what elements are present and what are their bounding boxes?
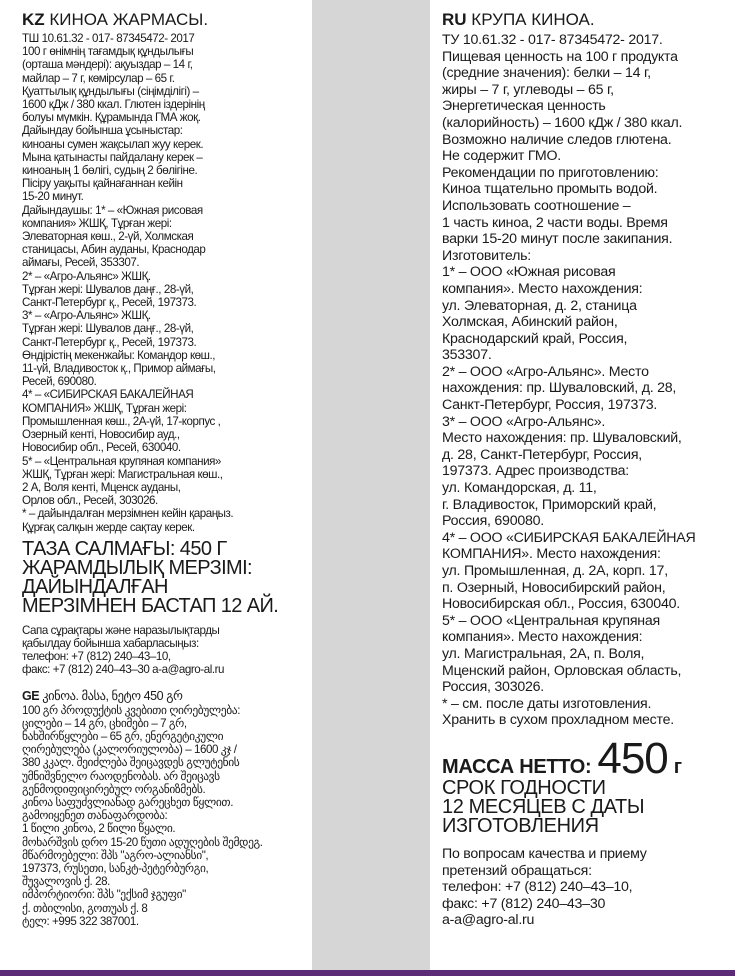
text-line: შუვალოვის ქ. 28. — [22, 875, 110, 889]
text-line: телефон: +7 (812) 240–43–10, — [442, 879, 633, 896]
text-line: компания». Место нахождения: — [442, 280, 643, 297]
text-line: 15-20 минут. — [22, 190, 84, 204]
text-line: უმნიშვნელო რაოდენობას. არ შეიცავს — [22, 769, 220, 783]
text-line: ТШ 10.61.32 - 017- 87345472- 2017 — [22, 32, 195, 45]
ge-body — [22, 704, 310, 928]
text-line: Россия, 303026. — [442, 679, 544, 696]
text-line: киноаны сумен жақсылап жуу керек. — [22, 137, 204, 151]
text-line: Изготовитель: — [442, 247, 531, 264]
text-line: телефон: +7 (812) 240–43–10, — [22, 650, 171, 664]
text-line: майлар – 7 г, көмірсулар – 65 г. — [22, 71, 175, 85]
text-line: * – см. после даты изготовления. — [442, 695, 652, 712]
ru-code: RU — [442, 10, 467, 29]
text-line: Санкт-Петербург қ., Ресей, 197373. — [22, 335, 197, 349]
text-line: 2 А, Воля кенті, Мценск ауданы, — [22, 480, 181, 494]
text-line: претензий обращаться: — [442, 862, 592, 879]
kz-contact — [22, 624, 310, 677]
text-line: 100 г өнімнің тағамдық құндылығы — [22, 45, 194, 59]
text-line: нахождения: пр. Шуваловский, д. 28, — [442, 380, 677, 397]
text-line: 5* – «Центральная крупяная компания» — [22, 454, 221, 468]
ge-header — [22, 689, 310, 704]
text-line: ღირებულება (კალორიულობა) – 1600 კჯ / — [22, 743, 237, 757]
text-line: მოხარშვის დრო 15-20 წუთი ადუღების შემდეგ. — [22, 835, 263, 849]
text-line: компания». Место нахождения: — [442, 629, 643, 646]
text-line: Новосибир обл., Ресей, 630040. — [22, 441, 181, 455]
kz-header — [22, 10, 310, 30]
text-line: a-a@agro-al.ru — [442, 912, 535, 929]
text-line: 100 გრ პროდუქტის კვებითი ღირებულება: — [22, 703, 241, 717]
text-line: 197373, რუსეთი, სანკტ-პეტერბურგი, — [22, 861, 209, 875]
text-line: Құрғақ салқын жерде сақтау керек. — [22, 520, 195, 534]
ru-netto-label: МАССА НЕТТО: — [442, 755, 592, 778]
ru-shelf-life — [442, 776, 724, 837]
text-line: 2* – ООО «Агро-Альянс». Место — [442, 363, 649, 380]
text-line: 5* – ООО «Центральная крупяная — [442, 612, 660, 629]
kz-column — [22, 10, 310, 928]
text-line: аймағы, Ресей, 353307. — [22, 256, 140, 270]
text-line: п. Озерный, Новосибирский район, — [442, 579, 666, 596]
ru-header — [442, 10, 724, 30]
text-line: კინოა საფუძვლიანად გარეცხეთ წყლით. — [22, 795, 234, 809]
text-line: ЖШҚ, Тұрған жері: Магистральная көш., — [22, 467, 223, 481]
text-line: КОМПАНИЯ» ЖШҚ, Тұрған жері: — [22, 401, 187, 415]
text-line: Қуаттылық құндылығы (сіңімділігі) – — [22, 84, 199, 98]
text-line: По вопросам качества и приему — [442, 845, 647, 862]
text-line: Сапа сұрақтары және наразылықтарды — [22, 623, 220, 637]
text-line: Пісіру уақыты қайнағаннан кейін — [22, 177, 183, 191]
text-line: (орташа мәндері): ақуыздар – 14 г, — [22, 58, 193, 72]
text-line: ИЗГОТОВЛЕНИЯ — [442, 814, 599, 837]
center-stripe — [312, 0, 430, 976]
text-line: Тұрған жері: Шувалов даңғ., 28-үй, — [22, 282, 194, 296]
text-line: Дайындаушы: 1* – «Южная рисовая — [22, 203, 203, 217]
text-line: 353307. — [442, 347, 492, 364]
text-line: ქ. თბილისი, გოთუას ქ. 8 — [22, 901, 148, 915]
bottom-accent-bar — [0, 970, 735, 976]
text-line: жиры – 7 г, углеводы – 65 г, — [442, 81, 614, 98]
text-line: станицасы, Абин ауданы, Краснодар — [22, 243, 206, 257]
text-line: ДАЙЫНДАЛҒАН — [22, 575, 168, 598]
kz-title: КИНОА ЖАРМАСЫ. — [49, 10, 209, 29]
text-line: ул. Элеваторная, д. 2, станица — [442, 297, 637, 314]
text-line: იმპორტიორი: შპს "ექსიმ ჯგუფი" — [22, 888, 186, 902]
text-line: 12 МЕСЯЦЕВ С ДАТЫ — [442, 795, 645, 818]
text-line: 4* – «СИБИРСКАЯ БАКАЛЕЙНАЯ — [22, 388, 194, 402]
text-line: Тұрған жері: Шувалов даңғ., 28-үй, — [22, 322, 194, 336]
text-line: Рекомендации по приготовлению: — [442, 164, 659, 181]
text-line: Өндірістің мекенжайы: Командор көш., — [22, 348, 215, 362]
text-line: ул. Промышленная, д. 2А, корп. 17, — [442, 563, 668, 579]
text-line: 1600 кДж / 380 ккал. Глютен іздерінің — [22, 98, 205, 112]
text-line: 1* – ООО «Южная рисовая — [442, 264, 616, 281]
kz-code: KZ — [22, 10, 45, 29]
text-line: Санкт-Петербург, Россия, 197373. — [442, 397, 658, 414]
text-line: გამოიყენეთ თანაფარდობა: — [22, 809, 168, 823]
text-line: Холмская, Абинский район, — [442, 314, 618, 331]
kz-body — [22, 32, 310, 534]
text-line: ტელ: +995 322 387001. — [22, 914, 139, 928]
kz-net-weight-block — [22, 537, 310, 617]
text-line: Использовать соотношение – — [442, 197, 631, 214]
text-line: * – дайындалған мерзімнен кейін қараңыз. — [22, 507, 234, 521]
text-line: МЕРЗІМНЕН БАСТАП 12 АЙ. — [22, 594, 279, 617]
text-line: (калорийность) – 1600 кДж / 380 ккал. — [442, 114, 683, 131]
text-line: Энергетическая ценность — [442, 98, 606, 115]
text-line: Киноа тщательно промыть водой. — [442, 181, 658, 198]
text-line: გენმოდიფიცირებულ ორგანიზმებს. — [22, 782, 206, 796]
text-line: Возможно наличие следов глютена. — [442, 131, 672, 148]
text-line: д. 28, Санкт-Петербург, Россия, — [442, 446, 642, 463]
ru-net-weight-block — [442, 733, 724, 837]
ru-netto-line — [442, 733, 724, 783]
text-line: 1 часть киноа, 2 части воды. Время — [442, 214, 668, 231]
ru-netto-unit: г — [673, 755, 682, 778]
text-line: ЖАРАМДЫЛЫҚ МЕРЗІМІ: — [22, 556, 253, 579]
text-line: 197373. Адрес производства: — [442, 463, 629, 480]
text-line: Мценский район, Орловская область, — [442, 662, 682, 679]
text-line: факс: +7 (812) 240–43–30 a-a@agro-al.ru — [22, 663, 225, 677]
text-line: ул. Командорская, д. 11, — [442, 480, 597, 497]
text-line: СРОК ГОДНОСТИ — [442, 776, 606, 799]
text-line: Ресей, 690080. — [22, 375, 97, 389]
text-line: 11-үй, Владивосток қ., Примор аймағы, — [22, 362, 216, 376]
text-line: (средние значения): белки – 14 г, — [442, 65, 651, 82]
text-line: 380 კკალ. შეიძლება შეიცავდეს გლუტენის — [22, 756, 240, 770]
text-line: Место нахождения: пр. Шуваловский, — [442, 430, 682, 447]
ru-netto-value: 450 — [597, 733, 668, 783]
text-line: ТУ 10.61.32 - 017- 87345472- 2017. — [442, 32, 663, 48]
text-line: ნახშირწყლები – 65 გრ, ენერგეტიკული — [22, 729, 224, 743]
text-line: ТАЗА САЛМАҒЫ: 450 Г — [22, 537, 227, 560]
text-line: 3* – «Агро-Альянс» ЖШҚ. — [22, 309, 151, 323]
text-line: Пищевая ценность на 100 г продукта — [442, 48, 678, 65]
text-line: 4* – ООО «СИБИРСКАЯ БАКАЛЕЙНАЯ — [442, 529, 696, 546]
text-line: Новосибирская обл., Россия, 630040. — [442, 596, 680, 613]
text-line: г. Владивосток, Приморский край, — [442, 496, 657, 513]
text-line: факс: +7 (812) 240–43–30 — [442, 895, 606, 912]
text-line: 3* – ООО «Агро-Альянс». — [442, 413, 606, 430]
text-line: Краснодарский край, Россия, — [442, 330, 628, 347]
ge-code: GE — [22, 688, 40, 703]
text-line: Хранить в сухом прохладном месте. — [442, 712, 674, 729]
text-line: Санкт-Петербург қ., Ресей, 197373. — [22, 296, 197, 310]
text-line: ცილები – 14 გრ, ცხიმები – 7 გრ, — [22, 716, 187, 730]
text-line: Россия, 690080. — [442, 513, 544, 530]
text-line: болуы мүмкін. Құрамында ГМА жоқ. — [22, 111, 201, 125]
text-line: 2* – «Агро-Альянс» ЖШҚ. — [22, 269, 151, 283]
ru-contact — [442, 846, 724, 929]
ru-title: КРУПА КИНОА. — [471, 10, 595, 29]
ge-title: კინოა. მასა, ნეტო 450 გრ — [42, 688, 183, 703]
text-line: Не содержит ГМО. — [442, 148, 561, 165]
text-line: киноаның 1 бөлігі, судың 2 бөлігіне. — [22, 164, 198, 178]
text-line: КОМПАНИЯ». Место нахождения: — [442, 546, 661, 563]
text-line: Озерный кенті, Новосибир ауд., — [22, 428, 180, 442]
ru-body — [442, 32, 724, 729]
text-line: Элеваторная көш., 2-үй, Холмская — [22, 230, 194, 244]
text-line: მწარმოებელი: შპს "აგრო-ალიანსი", — [22, 848, 209, 862]
text-line: Орлов обл., Ресей, 303026. — [22, 494, 158, 508]
text-line: Дайындау бойынша ұсыныстар: — [22, 124, 183, 138]
text-line: варки 15-20 минут после закипания. — [442, 231, 673, 248]
text-line: ул. Магистральная, 2А, п. Воля, — [442, 645, 645, 662]
text-line: компания» ЖШҚ, Тұрған жері: — [22, 216, 172, 230]
ru-column — [442, 10, 724, 929]
text-line: Мына қатынасты пайдалану керек – — [22, 150, 203, 164]
text-line: Промышленная көш., 2А-үй, 17-корпус , — [22, 414, 221, 428]
text-line: қабылдау бойынша хабарласыңыз: — [22, 636, 199, 650]
text-line: 1 წილი კინოა, 2 წილი წყალი. — [22, 822, 176, 836]
